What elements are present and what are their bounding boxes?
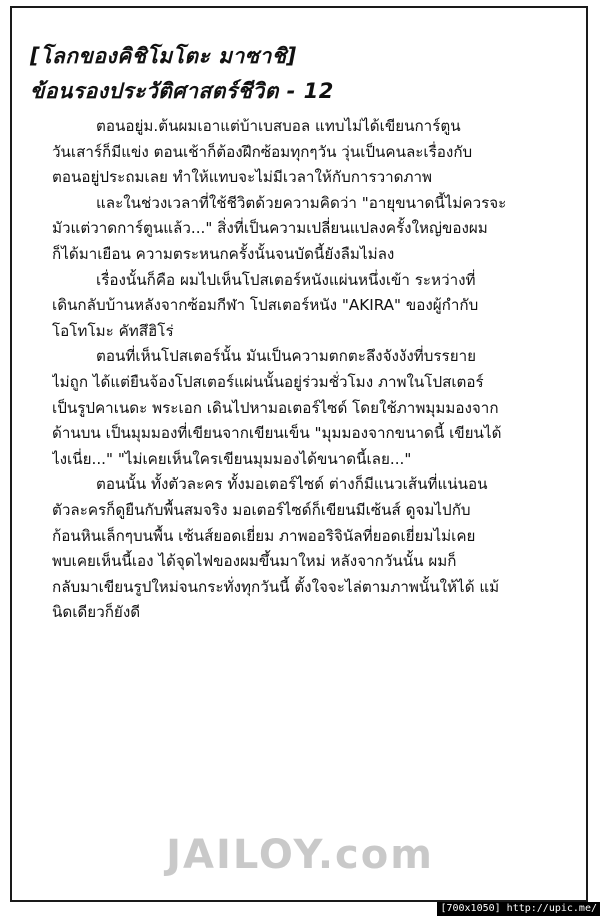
- text-line: ตอนนั้น ทั้งตัวละคร ทั้งมอเตอร์ไซด์ ต่างก็มีแนวเส้นที่แน่นอน: [96, 475, 488, 494]
- text-line: เป็นรูปคาเนดะ พระเอก เดินไปหามอเตอร์ไซด์ โดยใช้ภาพมุมมองจาก: [52, 398, 499, 417]
- text-line: ก้อนหินเล็กๆบนพื้น เซ้นส์ยอดเยี่ยม ภาพออริจินัลที่ยอดเยี่ยมไม่เคย: [52, 526, 476, 545]
- text-line: ตอนอยู่ม.ต้นผมเอาแต่บ้าเบสบอล แทบไม่ได้เขียนการ์ตูน: [96, 117, 461, 135]
- text-line: เรื่องนั้นก็คือ ผมไปเห็นโปสเตอร์หนังแผ่นหนึ่งเข้า ระหว่างที่: [96, 270, 476, 289]
- text-line: ก็ได้มาเยือน ความตระหนกครั้งนั้นจนบัดนี้ยังลืมไม่ลง: [52, 244, 395, 263]
- text-line: กลับมาเขียนรูปใหม่จนกระทั่งทุกวันนี้ ตั้งใจจะไล่ตามภาพนั้นให้ได้ แม้: [52, 577, 500, 596]
- text-line: ตอนที่เห็นโปสเตอร์นั้น มันเป็นความตกตะลึงจังงังที่บรรยาย: [96, 347, 477, 366]
- text-line: เดินกลับบ้านหลังจากซ้อมกีฬา โปสเตอร์หนัง "AKIRA" ของผู้กำกับ: [52, 296, 479, 315]
- watermark: JAILOY.com: [166, 832, 434, 878]
- article-body: [52, 114, 567, 626]
- text-line: ตัวละครก็ดูยืนกับพื้นสมจริง มอเตอร์ไซด์ก็เขียนมีเซ้นส์ ดูจมไปกับ: [52, 500, 471, 519]
- text-line: ตอนอยู่ประถมเลย ทำให้แทบจะไม่มีเวลาให้กับการวาดภาพ: [52, 168, 433, 187]
- page-subtitle: ข้อนรองประวัติศาสตร์ชีวิต - 12: [30, 79, 334, 103]
- page-title: [โลกของคิชิโมโตะ มาซาชิ]: [30, 44, 297, 68]
- text-line: พบเคยเห็นนี้เอง ได้จุดไฟของผมขึ้นมาใหม่ หลังจากวันนั้น ผมก็: [52, 552, 457, 571]
- text-line: วันเสาร์ก็มีแข่ง ตอนเช้าก็ต้องฝึกซ้อมทุกๆวัน วุ่นเป็นคนละเรื่องกับ: [52, 142, 473, 161]
- text-line: ด้านบน เป็นมุมมองที่เขียนจากเขียนเข็น "มุมมองจากขนาดนี้ เขียนได้: [52, 424, 502, 443]
- text-line: ไงเนี่ย..." "ไม่เคยเห็นใครเขียนมุมมองได้ขนาดนี้เลย...": [52, 449, 412, 468]
- text-line: มัวแต่วาดการ์ตูนแล้ว..." สิ่งที่เป็นความเปลี่ยนแปลงครั้งใหญ่ของผม: [52, 219, 488, 238]
- image-size-tag[interactable]: [700x1050] http://upic.me/: [437, 902, 600, 916]
- text-line: ไม่ถูก ได้แต่ยืนจ้องโปสเตอร์แผ่นนั้นอยู่ร่วมชั่วโมง ภาพในโปสเตอร์: [52, 372, 484, 391]
- text-line: นิดเดียวก็ยังดี: [52, 603, 141, 622]
- text-line: และในช่วงเวลาที่ใช้ชีวิตด้วยความคิดว่า "อายุขนาดนี้ไม่ควรจะ: [96, 193, 507, 212]
- text-line: โอโทโมะ คัทสึฮิโร่: [52, 321, 174, 340]
